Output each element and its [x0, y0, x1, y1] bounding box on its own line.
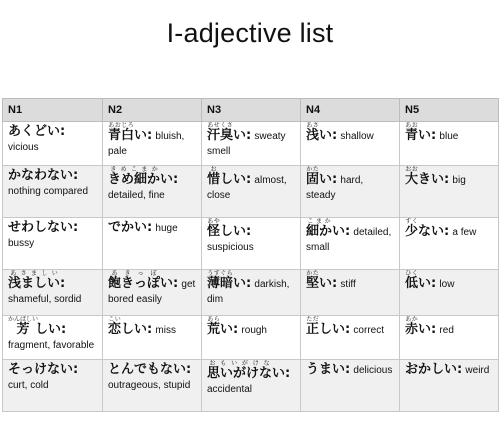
kanji-text: 固 — [306, 172, 320, 187]
column-header-n3: N3 — [202, 99, 301, 122]
furigana-reading: かた — [306, 270, 320, 277]
ruby-group — [405, 218, 419, 239]
adjective-word — [8, 124, 65, 139]
ruby-group — [405, 270, 419, 291]
okurigana-text: い — [134, 128, 148, 143]
furigana-reading: ひく — [405, 270, 419, 277]
english-meaning: low — [439, 279, 455, 290]
adjective-word — [207, 316, 239, 337]
table-cell — [400, 316, 499, 360]
okurigana-text: い — [418, 128, 432, 143]
english-meaning: suspicious — [207, 242, 254, 253]
table-cell — [103, 360, 202, 412]
english-meaning: stiff — [340, 279, 356, 290]
table-cell — [3, 270, 103, 316]
english-meaning: correct — [353, 325, 384, 336]
okurigana-text: い — [332, 224, 346, 239]
table-cell — [3, 166, 103, 218]
kanji-text: 汗臭 — [207, 128, 234, 143]
separator-colon: : — [246, 224, 252, 239]
table-cell — [103, 316, 202, 360]
table-cell — [3, 122, 103, 166]
ruby-group — [207, 166, 221, 187]
adjective-word — [8, 220, 78, 235]
furigana-reading: うすぐら — [207, 270, 234, 277]
okurigana-text: い — [418, 276, 432, 291]
english-meaning: nothing compared — [8, 186, 89, 197]
kanji-text: 浅ましい — [8, 276, 61, 291]
okurigana-text: い — [319, 172, 333, 187]
ruby-group — [207, 316, 221, 337]
furigana-reading: あか — [405, 316, 419, 323]
english-meaning: shallow — [340, 131, 374, 142]
ruby-group — [405, 166, 419, 187]
separator-colon: : — [73, 168, 79, 183]
ruby-group — [207, 218, 221, 239]
okurigana-text: い — [233, 128, 247, 143]
furigana-reading: かた — [306, 166, 320, 173]
table-cell — [202, 122, 301, 166]
english-meaning: big — [452, 175, 466, 186]
adjective-table — [2, 98, 499, 412]
adjective-word — [108, 362, 191, 377]
ruby-group — [207, 360, 273, 381]
header-row — [3, 99, 499, 122]
furigana-reading: ただ — [306, 316, 320, 323]
kanji-text: そっけない — [8, 362, 74, 377]
ruby-group — [207, 122, 234, 143]
table-cell — [103, 122, 202, 166]
separator-colon: : — [332, 276, 338, 291]
kanji-text: せわしない — [8, 220, 74, 235]
separator-colon: : — [345, 362, 351, 377]
separator-colon: : — [444, 224, 450, 239]
english-meaning: huge — [155, 223, 178, 234]
adjective-word — [306, 166, 338, 187]
kanji-text: 恋 — [108, 322, 122, 337]
english-meaning: bussy — [8, 238, 35, 249]
okurigana-text: しい — [319, 322, 346, 337]
ruby-group — [405, 122, 419, 143]
separator-colon: : — [285, 366, 291, 381]
furigana-reading: あや — [207, 218, 221, 225]
table-cell — [400, 360, 499, 412]
separator-colon: : — [457, 362, 463, 377]
english-meaning: red — [439, 325, 454, 336]
english-meaning: sweaty smell — [207, 131, 286, 157]
furigana-reading: あきっぽ — [108, 270, 161, 277]
table-row — [3, 360, 499, 412]
ruby-group — [8, 316, 39, 337]
adjective-word — [207, 218, 252, 239]
adjective-word — [405, 218, 450, 239]
adjective-word — [207, 166, 252, 187]
kanji-text: でかい — [108, 220, 148, 235]
english-meaning: darkish, dim — [207, 279, 290, 305]
okurigana-text: い — [220, 322, 234, 337]
separator-colon: : — [444, 172, 450, 187]
adjective-word — [8, 362, 78, 377]
separator-colon: : — [431, 128, 437, 143]
kanji-text: 細か — [306, 224, 333, 239]
ruby-group — [306, 270, 320, 291]
separator-colon: : — [61, 322, 67, 337]
ruby-group — [108, 316, 122, 337]
separator-colon: : — [173, 172, 179, 187]
english-meaning: miss — [155, 325, 176, 336]
english-meaning: almost, close — [207, 175, 287, 201]
separator-colon: : — [60, 124, 66, 139]
kanji-text: うまい — [306, 362, 346, 377]
kanji-text: 青 — [405, 128, 419, 143]
ruby-group — [306, 166, 320, 187]
ruby-group — [306, 122, 320, 143]
furigana-reading: こい — [108, 316, 122, 323]
furigana-reading: おもいがけな — [207, 360, 272, 367]
okurigana-text: い — [233, 276, 247, 291]
adjective-word — [207, 360, 291, 381]
kanji-text: 少 — [405, 224, 419, 239]
okurigana-text: い — [319, 128, 333, 143]
separator-colon: : — [233, 322, 239, 337]
table-cell — [202, 360, 301, 412]
okurigana-text: しい — [220, 172, 247, 187]
english-meaning: blue — [439, 131, 459, 142]
table-cell — [301, 218, 400, 270]
english-meaning: detailed, small — [306, 227, 392, 253]
kanji-text: 堅 — [306, 276, 320, 291]
table-cell — [103, 218, 202, 270]
column-header-n5: N5 — [400, 99, 499, 122]
adjective-word — [306, 316, 351, 337]
kanji-text: 惜 — [207, 172, 221, 187]
table-cell — [202, 316, 301, 360]
kanji-text: 怪 — [207, 224, 221, 239]
okurigana-text: い — [272, 366, 286, 381]
okurigana-text: ない — [418, 224, 445, 239]
okurigana-text: しい — [35, 322, 62, 337]
ruby-group — [306, 218, 333, 239]
table-cell — [301, 270, 400, 316]
table-cell — [400, 270, 499, 316]
column-header-n2: N2 — [103, 99, 202, 122]
ruby-group — [405, 316, 419, 337]
kanji-text: 芳 — [8, 322, 39, 337]
adjective-word — [405, 122, 437, 143]
english-meaning: curt, cold — [8, 380, 49, 391]
furigana-reading: あさましい — [8, 270, 60, 277]
table-cell — [3, 360, 103, 412]
table-cell — [400, 122, 499, 166]
table-cell — [103, 270, 202, 316]
adjective-word — [306, 122, 338, 143]
adjective-word — [306, 362, 350, 377]
furigana-reading: かんばしい — [8, 316, 39, 323]
table-cell — [400, 218, 499, 270]
separator-colon: : — [246, 172, 252, 187]
okurigana-text: しい — [220, 224, 247, 239]
adjective-word — [405, 166, 450, 187]
english-meaning: bluish, pale — [108, 131, 185, 157]
english-meaning: outrageous, stupid — [108, 380, 191, 391]
furigana-reading: あお — [405, 122, 419, 129]
kanji-text: 飽きっぽ — [108, 276, 161, 291]
kanji-text: とんでもない — [108, 362, 187, 377]
kanji-text: 荒 — [207, 322, 221, 337]
table-cell — [3, 218, 103, 270]
column-header-n4: N4 — [301, 99, 400, 122]
table-cell — [301, 316, 400, 360]
table-cell — [301, 166, 400, 218]
adjective-word — [405, 270, 437, 291]
separator-colon: : — [345, 224, 351, 239]
okurigana-text: い — [319, 276, 333, 291]
adjective-word — [108, 270, 179, 291]
okurigana-text: い — [160, 172, 174, 187]
table-row — [3, 218, 499, 270]
table-cell — [103, 166, 202, 218]
table-row — [3, 316, 499, 360]
ruby-group — [108, 270, 161, 291]
kanji-text: 浅 — [306, 128, 320, 143]
adjective-word — [108, 166, 179, 187]
adjective-word — [405, 316, 437, 337]
ruby-group — [8, 270, 61, 291]
table-cell — [400, 166, 499, 218]
adjective-word — [8, 316, 67, 337]
kanji-text: 青白 — [108, 128, 135, 143]
kanji-text: 薄暗 — [207, 276, 234, 291]
english-meaning: detailed, fine — [108, 190, 165, 201]
english-meaning: accidental — [207, 384, 253, 395]
kanji-text: あくどい — [8, 124, 61, 139]
adjective-word — [108, 316, 153, 337]
adjective-word — [108, 220, 152, 235]
furigana-reading: あら — [207, 316, 221, 323]
english-meaning: fragment, favorable — [8, 340, 95, 351]
furigana-reading: お — [207, 166, 221, 173]
table-row — [3, 270, 499, 316]
kanji-text: 大 — [405, 172, 419, 187]
adjective-word — [8, 270, 66, 291]
separator-colon: : — [73, 362, 79, 377]
ruby-group — [108, 166, 161, 187]
kanji-text: 正 — [306, 322, 320, 337]
separator-colon: : — [173, 276, 179, 291]
furigana-reading: あさ — [306, 122, 320, 129]
table-cell — [202, 218, 301, 270]
okurigana-text: きい — [418, 172, 445, 187]
kanji-text: 赤 — [405, 322, 419, 337]
separator-colon: : — [332, 128, 338, 143]
table-cell — [301, 360, 400, 412]
adjective-word — [306, 218, 351, 239]
english-meaning: rough — [241, 325, 267, 336]
table-row — [3, 122, 499, 166]
adjective-word — [405, 362, 462, 377]
adjective-word — [306, 270, 338, 291]
ruby-group — [306, 316, 320, 337]
separator-colon: : — [431, 276, 437, 291]
english-meaning: hard, steady — [306, 175, 364, 201]
kanji-text: おかしい — [405, 362, 458, 377]
english-meaning: vicious — [8, 142, 39, 153]
table-row — [3, 166, 499, 218]
english-meaning: a few — [452, 227, 477, 238]
separator-colon: : — [246, 276, 252, 291]
table-cell — [202, 270, 301, 316]
table-cell — [3, 316, 103, 360]
furigana-reading: こまか — [306, 218, 333, 225]
adjective-word — [207, 122, 252, 143]
separator-colon: : — [147, 220, 153, 235]
separator-colon: : — [431, 322, 437, 337]
separator-colon: : — [73, 220, 79, 235]
column-header-n1: N1 — [3, 99, 103, 122]
adjective-word — [108, 122, 153, 143]
ruby-group — [207, 270, 234, 291]
separator-colon: : — [332, 172, 338, 187]
table-body — [3, 122, 499, 412]
okurigana-text: い — [418, 322, 432, 337]
page-title: I-adjective list — [166, 18, 334, 48]
english-meaning: weird — [465, 365, 490, 376]
kanji-text: 思いがけな — [207, 366, 273, 381]
kanji-text: かなわない — [8, 168, 74, 183]
ruby-group — [108, 122, 135, 143]
furigana-reading: おお — [405, 166, 419, 173]
adjective-word — [207, 270, 252, 291]
furigana-reading: すく — [405, 218, 419, 225]
furigana-reading: きめこまか — [108, 166, 160, 173]
okurigana-text: い — [160, 276, 174, 291]
adjective-word — [8, 168, 78, 183]
kanji-text: きめ細か — [108, 172, 161, 187]
english-meaning: get bored easily — [108, 279, 196, 305]
kanji-text: 低 — [405, 276, 419, 291]
separator-colon: : — [147, 322, 153, 337]
separator-colon: : — [345, 322, 351, 337]
table-cell — [202, 166, 301, 218]
english-meaning: delicious — [353, 365, 393, 376]
separator-colon: : — [147, 128, 153, 143]
table-cell — [301, 122, 400, 166]
separator-colon: : — [246, 128, 252, 143]
separator-colon: : — [186, 362, 192, 377]
furigana-reading: あせくさ — [207, 122, 234, 129]
furigana-reading: あおじろ — [108, 122, 135, 129]
separator-colon: : — [60, 276, 66, 291]
english-meaning: shameful, sordid — [8, 294, 82, 305]
okurigana-text: しい — [121, 322, 148, 337]
